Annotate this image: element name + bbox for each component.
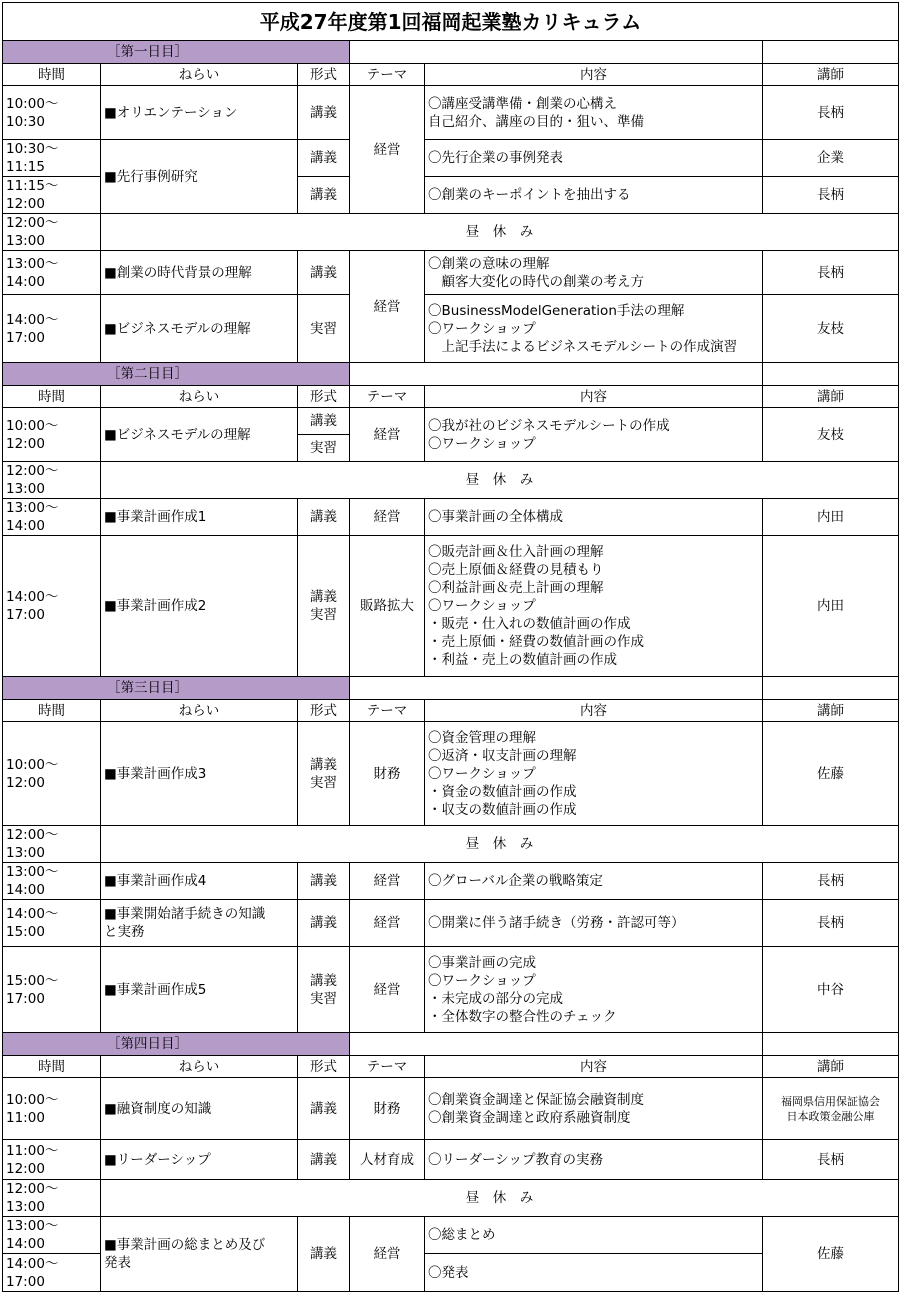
format-cell: 講義 (298, 1140, 350, 1180)
time-cell: 14:00～17:00 (3, 536, 101, 677)
theme-cell: 経営 (350, 251, 425, 363)
instructor-cell: 内田 (763, 499, 899, 536)
content-line: 上記手法によるビジネスモデルシートの作成演習 (428, 338, 738, 355)
time-cell: 11:15～12:00 (3, 177, 101, 214)
page-title: 平成27年度第1回福岡起業塾カリキュラム (3, 3, 899, 41)
header-aim: ねらい (101, 700, 298, 722)
instructor-cell: 佐藤 (763, 1217, 899, 1292)
curriculum-table (2, 2, 899, 1292)
time-cell: 10:00～12:00 (3, 722, 101, 826)
format-cell: 講義 (298, 86, 350, 140)
format-line: 講義 (310, 589, 337, 605)
time-cell: 14:00～17:00 (3, 1254, 101, 1292)
aim-cell: ■リーダーシップ (101, 1140, 298, 1180)
instructor-cell: 佐藤 (763, 722, 899, 826)
content-cell (425, 722, 763, 826)
content-cell: 〇発表 (425, 1254, 763, 1292)
instructor-cell (763, 1078, 899, 1140)
header-format: 形式 (298, 386, 350, 408)
content-line: 〇ワークショップ (428, 972, 536, 989)
lunch-break: 昼 休 み (101, 214, 899, 251)
aim-cell: ■創業の時代背景の理解 (101, 251, 298, 295)
empty-cell (763, 1033, 899, 1056)
content-line: ・収支の数値計画の作成 (428, 801, 577, 818)
time-cell: 15:00～17:00 (3, 947, 101, 1033)
time-cell: 13:00～14:00 (3, 1217, 101, 1254)
content-line: 〇創業資金調達と保証協会融資制度 (428, 1091, 644, 1108)
aim-line: ■事業計画の総まとめ及び (104, 1237, 266, 1253)
content-line: 〇ワークショップ (428, 598, 536, 614)
theme-cell: 経営 (350, 1217, 425, 1292)
header-aim: ねらい (101, 1056, 298, 1078)
format-cell: 実習 (298, 295, 350, 363)
content-cell (425, 86, 763, 140)
header-instructor: 講師 (763, 386, 899, 408)
format-cell: 実習 (298, 435, 350, 462)
format-cell: 講義 (298, 900, 350, 947)
content-cell (425, 536, 763, 677)
empty-cell (350, 41, 763, 64)
instructor-cell: 長柄 (763, 900, 899, 947)
empty-cell (763, 41, 899, 64)
aim-cell: ■融資制度の知識 (101, 1078, 298, 1140)
header-content: 内容 (425, 700, 763, 722)
header-time: 時間 (3, 64, 101, 86)
theme-cell: 経営 (350, 900, 425, 947)
instructor-cell: 友枝 (763, 295, 899, 363)
header-theme: テーマ (350, 1056, 425, 1078)
content-line: 〇BusinessModelGeneration手法の理解 (428, 302, 685, 319)
header-aim: ねらい (101, 64, 298, 86)
content-line: ・未完成の部分の完成 (428, 990, 563, 1007)
content-line: ・販売・仕入れの数値計画の作成 (428, 616, 631, 632)
aim-cell: ■事業計画作成2 (101, 536, 298, 677)
instructor-cell: 中谷 (763, 947, 899, 1033)
aim-cell: ■先行事例研究 (101, 140, 298, 214)
aim-line: 発表 (104, 1255, 131, 1271)
empty-cell (350, 363, 763, 386)
theme-cell: 財務 (350, 1078, 425, 1140)
instructor-cell: 長柄 (763, 86, 899, 140)
lunch-break: 昼 休 み (101, 1180, 899, 1217)
format-line: 講義 (310, 972, 337, 989)
content-line: 〇創業の意味の理解 (428, 255, 550, 272)
theme-cell: 販路拡大 (350, 536, 425, 677)
content-cell: 〇先行企業の事例発表 (425, 140, 763, 177)
format-line: 実習 (310, 607, 337, 623)
theme-cell: 経営 (350, 408, 425, 462)
aim-cell: ■オリエンテーション (101, 86, 298, 140)
lunch-break: 昼 休 み (101, 462, 899, 499)
header-theme: テーマ (350, 386, 425, 408)
time-cell: 12:00～13:00 (3, 214, 101, 251)
time-cell: 14:00～15:00 (3, 900, 101, 947)
content-line: 〇創業資金調達と政府系融資制度 (428, 1109, 631, 1126)
content-line: 〇利益計画＆売上計画の理解 (428, 580, 604, 596)
format-cell (298, 722, 350, 826)
header-content: 内容 (425, 1056, 763, 1078)
header-instructor: 講師 (763, 1056, 899, 1078)
format-cell: 講義 (298, 177, 350, 214)
empty-cell (350, 677, 763, 700)
header-theme: テーマ (350, 700, 425, 722)
header-time: 時間 (3, 1056, 101, 1078)
content-line: 〇資金管理の理解 (428, 729, 536, 746)
format-line: 講義 (310, 756, 337, 773)
header-time: 時間 (3, 386, 101, 408)
header-format: 形式 (298, 700, 350, 722)
format-line: 実習 (310, 990, 337, 1007)
format-cell: 講義 (298, 408, 350, 435)
content-line: ・全体数字の整合性のチェック (428, 1008, 617, 1025)
time-cell: 14:00～17:00 (3, 295, 101, 363)
format-cell: 講義 (298, 499, 350, 536)
content-line: 〇ワークショップ (428, 320, 536, 337)
instructor-cell: 企業 (763, 140, 899, 177)
format-cell: 講義 (298, 863, 350, 900)
header-format: 形式 (298, 1056, 350, 1078)
instructor-line: 日本政策金融公庫 (786, 1109, 875, 1123)
instructor-cell: 長柄 (763, 1140, 899, 1180)
format-cell (298, 947, 350, 1033)
instructor-cell: 内田 (763, 536, 899, 677)
theme-cell: 経営 (350, 863, 425, 900)
time-cell: 10:30～11:15 (3, 140, 101, 177)
aim-cell (101, 1217, 298, 1292)
empty-cell (763, 677, 899, 700)
format-cell: 講義 (298, 1217, 350, 1292)
aim-cell: ■事業計画作成3 (101, 722, 298, 826)
time-cell: 13:00～14:00 (3, 499, 101, 536)
header-instructor: 講師 (763, 700, 899, 722)
content-line: ・利益・売上の数値計画の作成 (428, 652, 617, 668)
instructor-line: 福岡県信用保証協会 (781, 1094, 881, 1108)
header-content: 内容 (425, 386, 763, 408)
header-theme: テーマ (350, 64, 425, 86)
time-cell: 12:00～13:00 (3, 826, 101, 863)
day-label: ［第二日目］ (3, 363, 350, 386)
aim-cell: ■事業計画作成1 (101, 499, 298, 536)
empty-cell (350, 1033, 763, 1056)
aim-line: と実務 (104, 924, 145, 940)
theme-cell: 経営 (350, 947, 425, 1033)
format-cell: 講義 (298, 140, 350, 177)
content-line: 〇講座受講準備・創業の心構え (428, 95, 617, 112)
instructor-cell: 長柄 (763, 863, 899, 900)
lunch-break: 昼 休 み (101, 826, 899, 863)
empty-cell (763, 363, 899, 386)
content-line: 〇ワークショップ (428, 435, 536, 452)
format-line: 実習 (310, 774, 337, 791)
aim-cell (101, 900, 298, 947)
content-cell (425, 295, 763, 363)
content-line: 〇我が社のビジネスモデルシートの作成 (428, 417, 670, 434)
header-aim: ねらい (101, 386, 298, 408)
content-cell: 〇開業に伴う諸手続き（労務・許認可等） (425, 900, 763, 947)
header-instructor: 講師 (763, 64, 899, 86)
aim-cell: ■事業計画作成5 (101, 947, 298, 1033)
content-line: ・資金の数値計画の作成 (428, 783, 577, 800)
content-line: 自己紹介、講座の目的・狙い、準備 (428, 113, 644, 130)
aim-cell: ■ビジネスモデルの理解 (101, 408, 298, 462)
instructor-cell: 長柄 (763, 251, 899, 295)
aim-cell: ■事業計画作成4 (101, 863, 298, 900)
instructor-cell: 長柄 (763, 177, 899, 214)
content-line: 〇売上原価＆経費の見積もり (428, 562, 604, 578)
aim-cell: ■ビジネスモデルの理解 (101, 295, 298, 363)
content-cell (425, 947, 763, 1033)
format-cell: 講義 (298, 1078, 350, 1140)
theme-cell: 人材育成 (350, 1140, 425, 1180)
day-label: ［第三日目］ (3, 677, 350, 700)
day-label: ［第一日目］ (3, 41, 350, 64)
header-content: 内容 (425, 64, 763, 86)
content-line: 〇事業計画の完成 (428, 954, 536, 971)
time-cell: 12:00～13:00 (3, 1180, 101, 1217)
time-cell: 11:00～12:00 (3, 1140, 101, 1180)
content-cell: 〇創業のキーポイントを抽出する (425, 177, 763, 214)
content-cell: 〇グローバル企業の戦略策定 (425, 863, 763, 900)
aim-line: ■事業開始諸手続きの知識 (104, 906, 266, 922)
content-cell: 〇総まとめ (425, 1217, 763, 1254)
time-cell: 12:00～13:00 (3, 462, 101, 499)
instructor-cell: 友枝 (763, 408, 899, 462)
content-cell: 〇リーダーシップ教育の実務 (425, 1140, 763, 1180)
header-time: 時間 (3, 700, 101, 722)
format-cell: 講義 (298, 251, 350, 295)
content-line: 〇返済・収支計画の理解 (428, 747, 577, 764)
time-cell: 13:00～14:00 (3, 251, 101, 295)
theme-cell: 経営 (350, 86, 425, 214)
theme-cell: 財務 (350, 722, 425, 826)
content-line: 〇販売計画＆仕入計画の理解 (428, 544, 604, 560)
content-cell (425, 1078, 763, 1140)
time-cell: 10:00～11:00 (3, 1078, 101, 1140)
format-cell (298, 536, 350, 677)
header-format: 形式 (298, 64, 350, 86)
time-cell: 10:00～10:30 (3, 86, 101, 140)
day-label: ［第四日目］ (3, 1033, 350, 1056)
content-cell: 〇事業計画の全体構成 (425, 499, 763, 536)
time-cell: 13:00～14:00 (3, 863, 101, 900)
theme-cell: 経営 (350, 499, 425, 536)
content-line: 〇ワークショップ (428, 765, 536, 782)
content-cell (425, 251, 763, 295)
content-line: 顧客大変化の時代の創業の考え方 (428, 273, 644, 290)
content-cell (425, 408, 763, 462)
time-cell: 10:00～12:00 (3, 408, 101, 462)
content-line: ・売上原価・経費の数値計画の作成 (428, 634, 644, 650)
